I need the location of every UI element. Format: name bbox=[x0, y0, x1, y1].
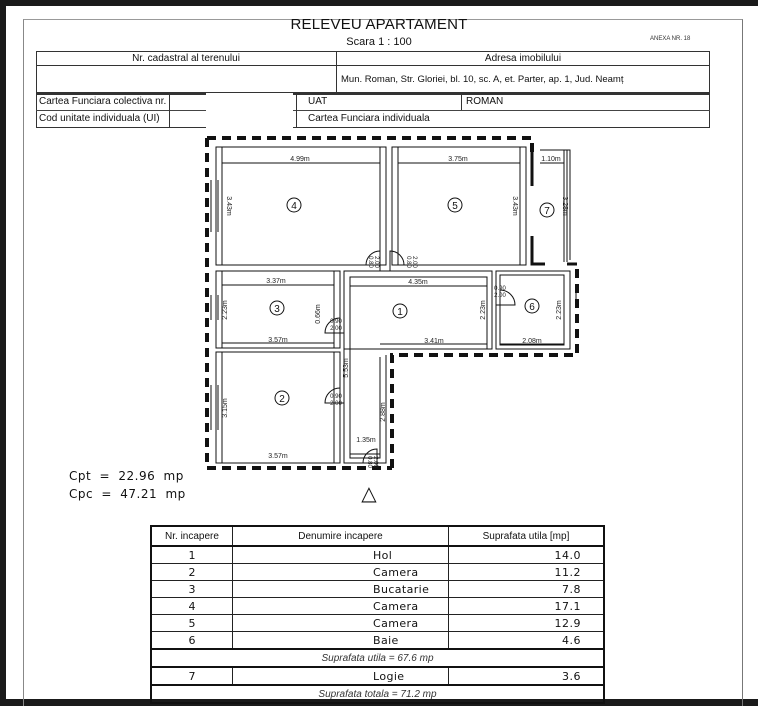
scale-label: Scara 1 : 100 bbox=[346, 36, 412, 48]
svg-text:2.00: 2.00 bbox=[330, 401, 342, 407]
svg-text:1.10m: 1.10m bbox=[541, 156, 561, 163]
svg-text:4.35m: 4.35m bbox=[408, 279, 428, 286]
address-value: Mun. Roman, Str. Gloriei, bl. 10, sc. A, et. Parter, ap. 1, Jud. Neamț bbox=[341, 74, 624, 85]
cpt-value: Cpt = 22.96 mp bbox=[69, 469, 184, 483]
cadastral-label: Nr. cadastral al terenului bbox=[132, 53, 240, 64]
cf-individuala-label: Cartea Funciara individuala bbox=[308, 113, 430, 124]
svg-text:3.28m: 3.28m bbox=[561, 196, 568, 216]
room-6-label: 6 bbox=[529, 302, 535, 313]
svg-text:3.57m: 3.57m bbox=[268, 453, 288, 460]
svg-text:2.00: 2.00 bbox=[373, 256, 379, 268]
svg-text:0.80: 0.80 bbox=[367, 256, 373, 268]
room-5-label: 5 bbox=[452, 201, 458, 212]
cf-colectiva-label: Cartea Funciara colectiva nr. bbox=[39, 96, 167, 107]
svg-text:2.00: 2.00 bbox=[411, 256, 417, 268]
svg-text:0.90: 0.90 bbox=[330, 319, 342, 325]
svg-text:0.66m: 0.66m bbox=[315, 304, 322, 324]
table-row: 4 Camera 17.1 bbox=[151, 598, 604, 615]
table-row: 7 Logie 3.6 bbox=[151, 667, 604, 685]
svg-text:2.23m: 2.23m bbox=[222, 300, 229, 320]
annex-label: ANEXA NR. 18 bbox=[650, 36, 691, 42]
svg-text:3.43m: 3.43m bbox=[225, 196, 232, 216]
address-label: Adresa imobilului bbox=[484, 53, 562, 64]
uat-value: ROMAN bbox=[466, 96, 504, 107]
svg-text:0.80: 0.80 bbox=[405, 256, 411, 268]
room-4-label: 4 bbox=[291, 201, 297, 212]
svg-text:2.08m: 2.08m bbox=[522, 338, 542, 345]
header-area: Suprafata utila [mp] bbox=[449, 526, 605, 546]
svg-text:2.23m: 2.23m bbox=[480, 300, 487, 320]
table-row: 1 Hol 14.0 bbox=[151, 546, 604, 564]
svg-text:3.75m: 3.75m bbox=[448, 156, 468, 163]
svg-text:5.53m: 5.53m bbox=[343, 358, 350, 378]
svg-text:3.15m: 3.15m bbox=[222, 398, 229, 418]
table-row: 6 Baie 4.6 bbox=[151, 632, 604, 650]
total-row: Suprafata totala = 71.2 mp bbox=[151, 685, 604, 703]
room-3-label: 3 bbox=[274, 304, 280, 315]
table-row: 5 Camera 12.9 bbox=[151, 615, 604, 632]
svg-text:1.35m: 1.35m bbox=[356, 437, 376, 444]
svg-text:2.00: 2.00 bbox=[330, 326, 342, 332]
table-row: 2 Camera 11.2 bbox=[151, 564, 604, 581]
room-7-label: 7 bbox=[544, 206, 550, 217]
table-header bbox=[151, 526, 604, 546]
svg-text:2.00: 2.00 bbox=[372, 456, 378, 468]
table-row: 3 Bucatarie 7.8 bbox=[151, 581, 604, 598]
svg-text:0.80: 0.80 bbox=[366, 456, 372, 468]
svg-text:0.90: 0.90 bbox=[330, 394, 342, 400]
room-1-label: 1 bbox=[397, 307, 403, 318]
document-title: RELEVEU APARTAMENT bbox=[290, 16, 468, 33]
svg-text:2.23m: 2.23m bbox=[556, 300, 563, 320]
cod-ui-label: Cod unitate individuala (UI) bbox=[39, 113, 160, 124]
uat-label: UAT bbox=[308, 96, 328, 107]
svg-text:3.57m: 3.57m bbox=[268, 337, 288, 344]
svg-text:3.37m: 3.37m bbox=[266, 278, 286, 285]
svg-text:4.99m: 4.99m bbox=[290, 156, 310, 163]
header-name: Denumire incapere bbox=[233, 526, 449, 546]
cpc-value: Cpc = 47.21 mp bbox=[69, 487, 186, 501]
header-nr: Nr. incapere bbox=[151, 526, 233, 546]
room-2-label: 2 bbox=[279, 394, 285, 405]
rooms-table bbox=[150, 525, 605, 704]
svg-text:2.88m: 2.88m bbox=[380, 402, 387, 422]
svg-text:3.41m: 3.41m bbox=[424, 338, 444, 345]
svg-text:3.43m: 3.43m bbox=[511, 196, 518, 216]
subtotal-row: Suprafata utila = 67.6 mp bbox=[151, 649, 604, 667]
north-marker-icon: △ bbox=[361, 483, 377, 505]
svg-text:2.00: 2.00 bbox=[494, 293, 506, 299]
svg-text:0.90: 0.90 bbox=[494, 286, 506, 292]
